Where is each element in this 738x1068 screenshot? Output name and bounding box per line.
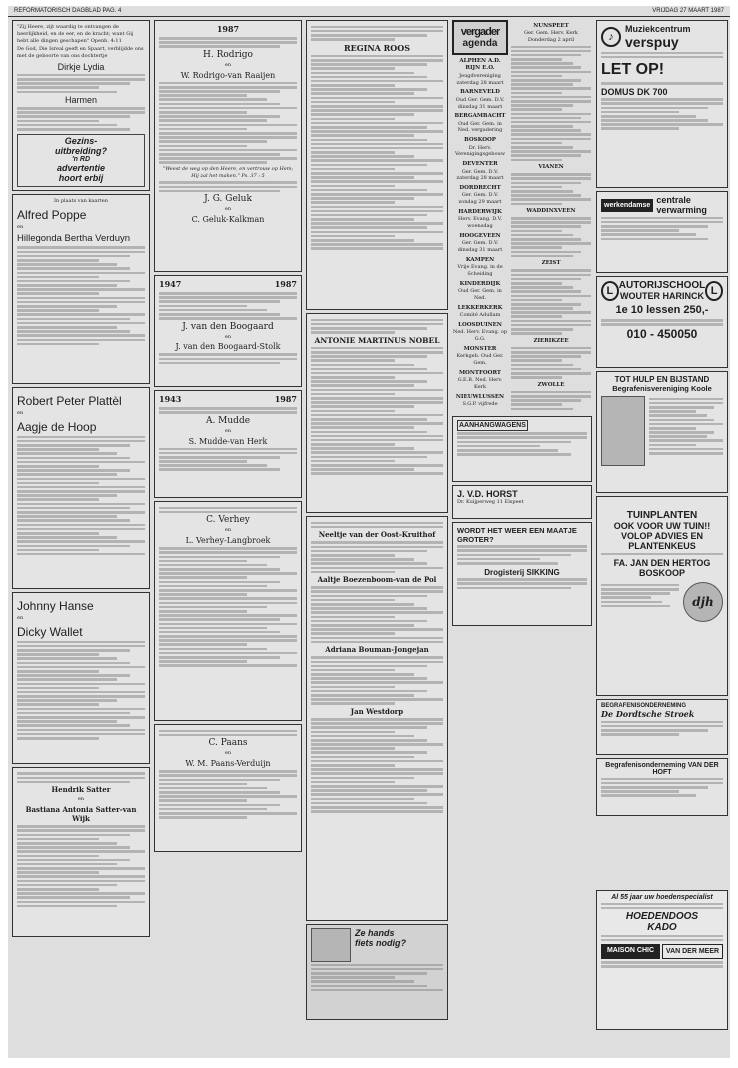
husband-name: C. Verhey (206, 515, 250, 526)
deceased-name: Adriana Bouman-Jongejan (325, 645, 429, 655)
text-lines (601, 778, 723, 797)
wife-name: W. Rodrigo-van Raaijen (180, 70, 276, 80)
text-lines (601, 553, 723, 556)
ad-highlight: HOEDENDOOS (625, 910, 699, 922)
year-1943: 1943 (159, 394, 182, 404)
ad-headline: TOT HULP EN BIJSTAND (614, 375, 710, 384)
text-lines (17, 436, 145, 556)
ad-headline: TUINPLANTEN (626, 510, 698, 521)
text-lines (17, 641, 145, 740)
agenda-details: S.G.P. vijfrede (462, 401, 498, 407)
text-lines (311, 541, 443, 573)
en: en (224, 527, 232, 534)
deceased-name: Neeltje van der Oost-Kruithof (318, 530, 436, 540)
brand-line-1: Muziekcentrum (625, 24, 691, 34)
ad-headline: AANHANGWAGENS (459, 421, 526, 429)
agenda-details: Ger. Gem. D.V. zaterdag 28 maart (456, 168, 504, 182)
year-1987: 1987 (216, 24, 240, 34)
ad-line: OOK VOOR UW TUIN!! (613, 521, 711, 531)
music-logo (601, 24, 723, 50)
year-1987: 1987 (274, 394, 297, 404)
text-lines (311, 26, 443, 41)
husband-name: C. Paans (208, 738, 248, 749)
agenda-details: Ger. Gem. D.V. zondag 29 maart (458, 192, 502, 206)
agenda-column (511, 23, 591, 410)
music-ad (596, 20, 728, 188)
wife-name: S. Mudde-van Herk (188, 436, 268, 446)
text-lines (311, 55, 443, 250)
company-logo: werkendamse (601, 199, 653, 212)
year-1947: 1947 (159, 279, 182, 289)
agenda-place: MONTFOORT (458, 369, 502, 376)
drugstore-name: Drogisterij SIKKING (484, 567, 560, 577)
text-lines (511, 347, 591, 379)
agenda-place: KINDERDIJK (459, 280, 501, 287)
agenda-details: Ger. Gem. D.V. dinsdag 31 maart (457, 240, 503, 254)
agenda-place: BARNEVELD (460, 89, 500, 96)
agenda-details: Vrije Evang. in de Scheiding (457, 264, 503, 277)
en: en (224, 427, 232, 434)
husband-name: J. van den Boogaard (182, 321, 274, 332)
newspaper-page (8, 6, 730, 1058)
agenda-place: LEKKERKERK (457, 304, 503, 311)
page-header (8, 6, 730, 17)
text-lines (511, 46, 591, 162)
ad-headline: LET OP! (601, 61, 665, 79)
ad-headline: Begrafenisonderneming VAN DER HOFT (605, 762, 719, 776)
agenda-details: Oud Ger. Gem. D.V. dinsdag 31 maart (455, 96, 505, 110)
groom-name: Alfred Poppe (17, 207, 87, 222)
husband-name: Hendrik Satter (51, 785, 111, 795)
text-lines (511, 217, 591, 257)
text-lines (457, 545, 587, 564)
agenda-details: Oud Ger. Gem. in Ned. vergadering (457, 120, 503, 134)
in-plaats-van-kaarten: In plaats van kaarten (54, 197, 108, 204)
text-lines (311, 347, 443, 475)
wedding-announcement-plattel (12, 387, 150, 589)
text-lines (159, 448, 297, 472)
agenda-details: Comité Adullam (459, 312, 501, 319)
ad-line: VOLOP ADVIES EN (620, 531, 704, 541)
vergader-word: vergader (460, 26, 500, 38)
agenda-place: DEVENTER (462, 161, 498, 168)
agenda-place: ZEIST (541, 260, 561, 267)
logo-text: djh (692, 595, 714, 610)
agenda-place: ZWOLLE (537, 381, 565, 388)
text-lines (159, 82, 297, 164)
text-lines (601, 98, 723, 130)
agenda-place: LOOSDUINEN (458, 321, 502, 328)
drugstore-ad (452, 522, 592, 626)
music-note-icon: ♪ (601, 27, 621, 47)
agenda-list-left (452, 58, 508, 408)
anniversary-mudde (154, 390, 302, 498)
deceased-name: REGINA ROOS (344, 42, 410, 53)
groom-name: Robert Peter Plattèl (17, 393, 122, 408)
funeral-company-ad (596, 699, 728, 755)
column-3 (306, 20, 448, 1050)
agenda-details: Ger. Gem. Herv. Kerk Donderdag 2 april (524, 30, 578, 44)
funeral-ad (596, 371, 728, 493)
text-lines (159, 770, 297, 819)
agenda-list-right (511, 20, 591, 412)
en: en (17, 223, 24, 230)
shop-name: VAN DER MEER (662, 944, 723, 959)
text-lines (511, 391, 591, 410)
bride-name: Dicky Wallet (17, 624, 83, 639)
intro-text: De God, Die Isreal geeft en Spaart, verblijdde ons met de geboorte van ons dochtertje (17, 46, 144, 59)
years (159, 394, 297, 404)
trailer-ad (452, 416, 592, 482)
wedding-announcement-hanse (12, 592, 150, 764)
en: en (77, 796, 85, 803)
text-lines (159, 730, 297, 737)
ad-line: PLANTENKEUS (628, 541, 696, 551)
ad-subheadline: fiets nodig? (355, 938, 406, 948)
husband-name: J. G. Geluk (204, 194, 252, 205)
column-2 (154, 20, 302, 1050)
agenda-place: DORDRECHT (459, 185, 501, 192)
agenda-details: Oud Ger. Gem. in Ned. (458, 288, 502, 301)
l-plate-icon: L (601, 281, 619, 301)
text-lines (601, 82, 723, 85)
death-notices-group (306, 516, 448, 921)
school-name: WOUTER HARINCK (620, 291, 704, 301)
text-lines (159, 181, 297, 192)
text-lines (511, 173, 591, 205)
wedding-announcement-poppe (12, 194, 150, 384)
shop-name: MAISON CHIC (601, 944, 660, 959)
agenda-area (452, 20, 592, 412)
town-name: BOSKOOP (638, 568, 685, 579)
gezins-ad (17, 134, 145, 187)
agenda-place: WADDINXVEEN (526, 208, 576, 215)
ad-address: Dr. Kuijperweg 11 Elspeet (457, 498, 524, 505)
agenda-place: NIEUWLUSSEN (455, 393, 505, 400)
company-name: FA. JAN DEN HERTOG (613, 558, 711, 569)
text-lines (601, 217, 723, 241)
agenda-place: BOSKOOP (464, 137, 496, 144)
society-name: Begrafenisvereniging Koole (612, 384, 712, 393)
husband-name: H. Rodrigo (203, 49, 253, 60)
wife-name: W. M. Paans-Verduijn (185, 759, 271, 769)
text-lines (17, 825, 145, 907)
text-lines (601, 721, 723, 736)
wife-name: L. Verhey-Langbroek (185, 536, 271, 546)
years (159, 279, 297, 289)
text-lines (601, 52, 723, 59)
death-notice-roos (306, 20, 448, 310)
groom-name: Johnny Hanse (17, 598, 94, 613)
funeral-company-hoft-ad (596, 758, 728, 816)
text-lines (601, 582, 679, 622)
header-date: VRIJDAG 27 MAART 1987 (652, 8, 724, 14)
wife-name: Bastiana Antonia Satter-van Wijk (25, 805, 137, 824)
text-lines (311, 656, 443, 705)
child-name-dirkje: Dirkje Lydia (57, 61, 105, 72)
text-lines (601, 319, 723, 326)
agenda-place: ZIERIKZEE (533, 337, 569, 344)
years (159, 24, 297, 34)
agenda-details: Ned. Herv. Evang. op G.G. (452, 329, 508, 342)
deceased-name: Jan Westdorp (350, 706, 404, 716)
horst-ad (452, 485, 592, 519)
anniversary-verhey (154, 501, 302, 721)
ad-headline: centrale verwarming (656, 195, 707, 215)
vergader-block (452, 20, 508, 412)
text-lines (311, 718, 443, 813)
ad-highlight: KADO (647, 921, 677, 933)
anniversary-rodrigo (154, 20, 302, 272)
gezins-line-5: hoort erbij (58, 172, 104, 183)
driving-school-ad (596, 276, 728, 368)
year-1987: 1987 (274, 279, 297, 289)
en: en (224, 750, 232, 757)
text-lines (601, 903, 723, 910)
text-lines (311, 522, 443, 529)
text-lines (311, 586, 443, 643)
column-1 (12, 20, 150, 1050)
gezins-line-3: 'n RD (72, 156, 90, 164)
text-lines (159, 547, 297, 667)
anniversary-boogaard (154, 275, 302, 387)
text-lines (311, 964, 443, 992)
gezins-line-2: uitbreiding? (55, 145, 107, 156)
text-lines (311, 319, 443, 334)
agenda-details: Herv. Evang. D.V. woensdag (458, 216, 502, 230)
agenda-place: ALPHEN A.D. RIJN E.O. (459, 58, 501, 72)
bible-verse: "Zij Heere, zijt waardig te ontvangen de heerlijkheid, en de eer, en de kracht; want Gij hebt alle dingen geschapen" Openb. 4:11 (17, 24, 134, 44)
anniversary-satter (12, 767, 150, 937)
text-lines (159, 292, 297, 320)
agenda-place: BERGAMBACHT (454, 113, 506, 120)
text-lines (17, 74, 145, 93)
hat-shop-ad (596, 890, 728, 1030)
price: 1e 10 lessen 250,- (615, 304, 709, 316)
wife-name: J. van den Boogaard-Stolk (175, 342, 281, 352)
agenda-details: Jeugdvereniging zaterdag 28 maart (456, 72, 504, 86)
text-lines (601, 961, 723, 968)
text-lines (601, 935, 723, 942)
en: en (17, 614, 24, 621)
wife-name: C. Geluk-Kalkman (191, 215, 265, 225)
agenda-details: Dr. Herv. Verenigingsgebouw (455, 144, 505, 158)
bible-verse: "Weest de weg op den Heere, en vertrouw op Hem; Hij zal het maken." Ps. 37 : 5 (162, 165, 294, 179)
bicycle-ad (306, 924, 448, 1020)
ad-headline: Ze hands (355, 928, 395, 938)
en: en (224, 206, 232, 213)
phone-number: 010 - 450050 (626, 327, 698, 342)
ad-headline: Al 55 jaar uw hoedenspecialist (611, 894, 713, 901)
agenda-place: NUNSPEET (533, 23, 569, 29)
text-lines (457, 432, 587, 456)
ad-headline: AUTORIJSCHOOL (618, 280, 706, 291)
lamp-picture (601, 396, 645, 466)
en: en (224, 333, 232, 340)
child-name-harmen: Harmen (64, 95, 97, 106)
ad-headline: BEGRAFENISONDERNEMING (601, 703, 687, 709)
bride-name: Hillegonda Bertha Verduyn (17, 233, 131, 245)
agenda-place: VIANEN (538, 164, 564, 171)
agenda-place: HOOGEVEEN (459, 232, 501, 239)
agenda-place: HARDERWIJK (458, 208, 502, 215)
agenda-place: KAMPEN (465, 256, 495, 263)
death-notice-nobel (306, 313, 448, 513)
text-lines (159, 407, 297, 414)
text-lines (17, 246, 145, 345)
en: en (224, 61, 232, 68)
text-lines (159, 507, 297, 514)
en: en (17, 409, 24, 416)
ad-headline: WORDT HET WEER EEN MAATJE GROTER? (457, 525, 577, 544)
gezins-line-1: Gezins- (64, 135, 98, 146)
garden-ad (596, 496, 728, 696)
heating-ad (596, 191, 728, 273)
l-plate-icon: L (705, 281, 723, 301)
text-lines (17, 772, 145, 783)
header-paper-name: REFORMATORISCH DAGBLAD PAG. 4 (14, 8, 122, 14)
text-lines (511, 269, 591, 334)
deceased-name: ANTONIE MARTINUS NOBEL (314, 335, 440, 345)
text-lines (17, 107, 145, 131)
husband-name: A. Mudde (205, 415, 251, 426)
text-lines (649, 396, 723, 466)
birth-announcement-dirkje (12, 20, 150, 191)
bicycle-picture (311, 928, 351, 962)
ad-headline: J. V.D. HORST (457, 488, 518, 499)
bride-name: Aagje de Hoop (17, 419, 97, 434)
text-lines (457, 578, 587, 589)
text-lines (159, 37, 297, 48)
column-4 (452, 20, 592, 1050)
agenda-details: Kerkgeb. Oud Ger. Gem. (456, 353, 504, 366)
deceased-name: Aaltje Boezenboom-van de Pol (317, 575, 437, 585)
anniversary-paans (154, 724, 302, 852)
company-name: De Dordtsche Stroek (601, 709, 695, 719)
djh-logo (683, 582, 723, 622)
product-name: DOMUS DK 700 (601, 86, 668, 97)
gezins-line-4: advertentie (56, 163, 106, 174)
agenda-word: agenda (462, 38, 498, 49)
text-lines (159, 353, 297, 364)
agenda-place: MONSTER (463, 345, 497, 352)
brand-line-2: verspuy (625, 34, 679, 50)
vergader-logo (452, 20, 508, 55)
agenda-details: G.E.B. Ned. Herv. Kerk (457, 377, 503, 390)
